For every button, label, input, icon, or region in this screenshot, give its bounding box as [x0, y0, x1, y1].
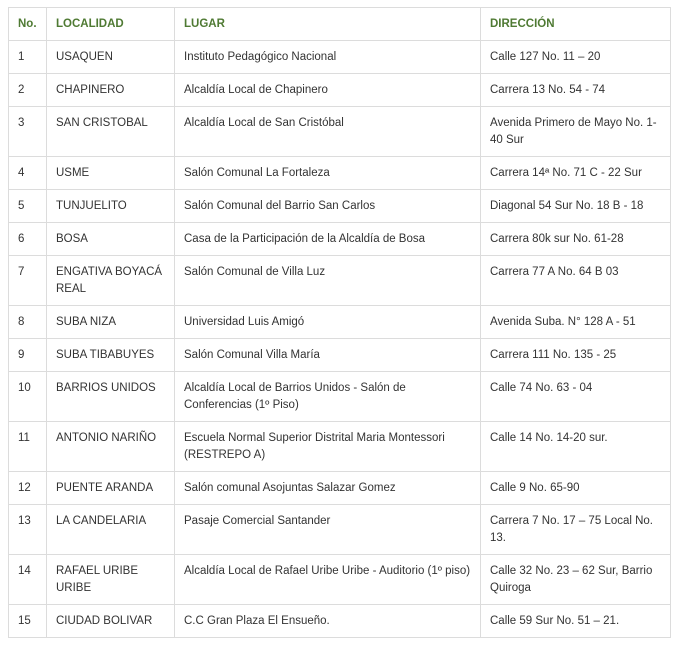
cell-localidad: LA CANDELARIA — [47, 505, 175, 555]
cell-no: 4 — [9, 157, 47, 190]
cell-direccion: Diagonal 54 Sur No. 18 B - 18 — [481, 190, 671, 223]
table-row — [9, 306, 671, 339]
cell-lugar: Salón Comunal del Barrio San Carlos — [175, 190, 481, 223]
cell-direccion: Carrera 14ª No. 71 C - 22 Sur — [481, 157, 671, 190]
cell-lugar: Alcaldía Local de Chapinero — [175, 74, 481, 107]
cell-no: 11 — [9, 422, 47, 472]
cell-lugar: Salón Comunal Villa María — [175, 339, 481, 372]
table-row — [9, 223, 671, 256]
table-row — [9, 472, 671, 505]
cell-direccion: Carrera 80k sur No. 61-28 — [481, 223, 671, 256]
cell-localidad: USAQUEN — [47, 41, 175, 74]
cell-no: 5 — [9, 190, 47, 223]
cell-direccion: Calle 59 Sur No. 51 – 21. — [481, 605, 671, 638]
cell-localidad: CIUDAD BOLIVAR — [47, 605, 175, 638]
cell-no: 2 — [9, 74, 47, 107]
table-row — [9, 372, 671, 422]
cell-direccion: Calle 74 No. 63 - 04 — [481, 372, 671, 422]
header-no: No. — [9, 8, 47, 41]
header-lugar: LUGAR — [175, 8, 481, 41]
table-row — [9, 157, 671, 190]
table-row — [9, 555, 671, 605]
cell-lugar: C.C Gran Plaza El Ensueño. — [175, 605, 481, 638]
cell-localidad: TUNJUELITO — [47, 190, 175, 223]
table-body — [9, 41, 671, 638]
header-localidad: LOCALIDAD — [47, 8, 175, 41]
cell-localidad: BOSA — [47, 223, 175, 256]
header-direccion: DIRECCIÓN — [481, 8, 671, 41]
cell-lugar: Casa de la Participación de la Alcaldía de Bosa — [175, 223, 481, 256]
table-row — [9, 256, 671, 306]
cell-no: 9 — [9, 339, 47, 372]
cell-lugar: Salón Comunal de Villa Luz — [175, 256, 481, 306]
cell-localidad: CHAPINERO — [47, 74, 175, 107]
table-row — [9, 339, 671, 372]
cell-localidad: SAN CRISTOBAL — [47, 107, 175, 157]
cell-localidad: ENGATIVA BOYACÁ REAL — [47, 256, 175, 306]
cell-direccion: Calle 14 No. 14-20 sur. — [481, 422, 671, 472]
cell-localidad: BARRIOS UNIDOS — [47, 372, 175, 422]
cell-no: 1 — [9, 41, 47, 74]
cell-direccion: Carrera 7 No. 17 – 75 Local No. 13. — [481, 505, 671, 555]
cell-lugar: Alcaldía Local de Rafael Uribe Uribe - Auditorio (1º piso) — [175, 555, 481, 605]
cell-direccion: Calle 32 No. 23 – 62 Sur, Barrio Quiroga — [481, 555, 671, 605]
table-row — [9, 107, 671, 157]
cell-lugar: Universidad Luis Amigó — [175, 306, 481, 339]
table-row — [9, 41, 671, 74]
table-row — [9, 74, 671, 107]
cell-direccion: Carrera 13 No. 54 - 74 — [481, 74, 671, 107]
cell-direccion: Carrera 111 No. 135 - 25 — [481, 339, 671, 372]
cell-direccion: Avenida Primero de Mayo No. 1-40 Sur — [481, 107, 671, 157]
locations-table — [8, 7, 671, 638]
cell-direccion: Carrera 77 A No. 64 B 03 — [481, 256, 671, 306]
table-header-row — [9, 8, 671, 41]
cell-localidad: SUBA NIZA — [47, 306, 175, 339]
cell-localidad: ANTONIO NARIÑO — [47, 422, 175, 472]
cell-lugar: Alcaldía Local de Barrios Unidos - Salón de Conferencias (1º Piso) — [175, 372, 481, 422]
cell-localidad: PUENTE ARANDA — [47, 472, 175, 505]
cell-localidad: USME — [47, 157, 175, 190]
cell-no: 7 — [9, 256, 47, 306]
table-row — [9, 190, 671, 223]
cell-direccion: Calle 127 No. 11 – 20 — [481, 41, 671, 74]
cell-no: 12 — [9, 472, 47, 505]
cell-lugar: Instituto Pedagógico Nacional — [175, 41, 481, 74]
cell-lugar: Pasaje Comercial Santander — [175, 505, 481, 555]
cell-localidad: SUBA TIBABUYES — [47, 339, 175, 372]
cell-no: 15 — [9, 605, 47, 638]
cell-no: 13 — [9, 505, 47, 555]
cell-lugar: Salón comunal Asojuntas Salazar Gomez — [175, 472, 481, 505]
cell-direccion: Avenida Suba. N° 128 A - 51 — [481, 306, 671, 339]
cell-no: 8 — [9, 306, 47, 339]
table-row — [9, 422, 671, 472]
cell-no: 10 — [9, 372, 47, 422]
cell-lugar: Escuela Normal Superior Distrital Maria Montessori (RESTREPO A) — [175, 422, 481, 472]
table-row — [9, 505, 671, 555]
cell-no: 3 — [9, 107, 47, 157]
cell-localidad: RAFAEL URIBE URIBE — [47, 555, 175, 605]
cell-lugar: Alcaldía Local de San Cristóbal — [175, 107, 481, 157]
cell-lugar: Salón Comunal La Fortaleza — [175, 157, 481, 190]
table-row — [9, 605, 671, 638]
cell-direccion: Calle 9 No. 65-90 — [481, 472, 671, 505]
cell-no: 14 — [9, 555, 47, 605]
cell-no: 6 — [9, 223, 47, 256]
